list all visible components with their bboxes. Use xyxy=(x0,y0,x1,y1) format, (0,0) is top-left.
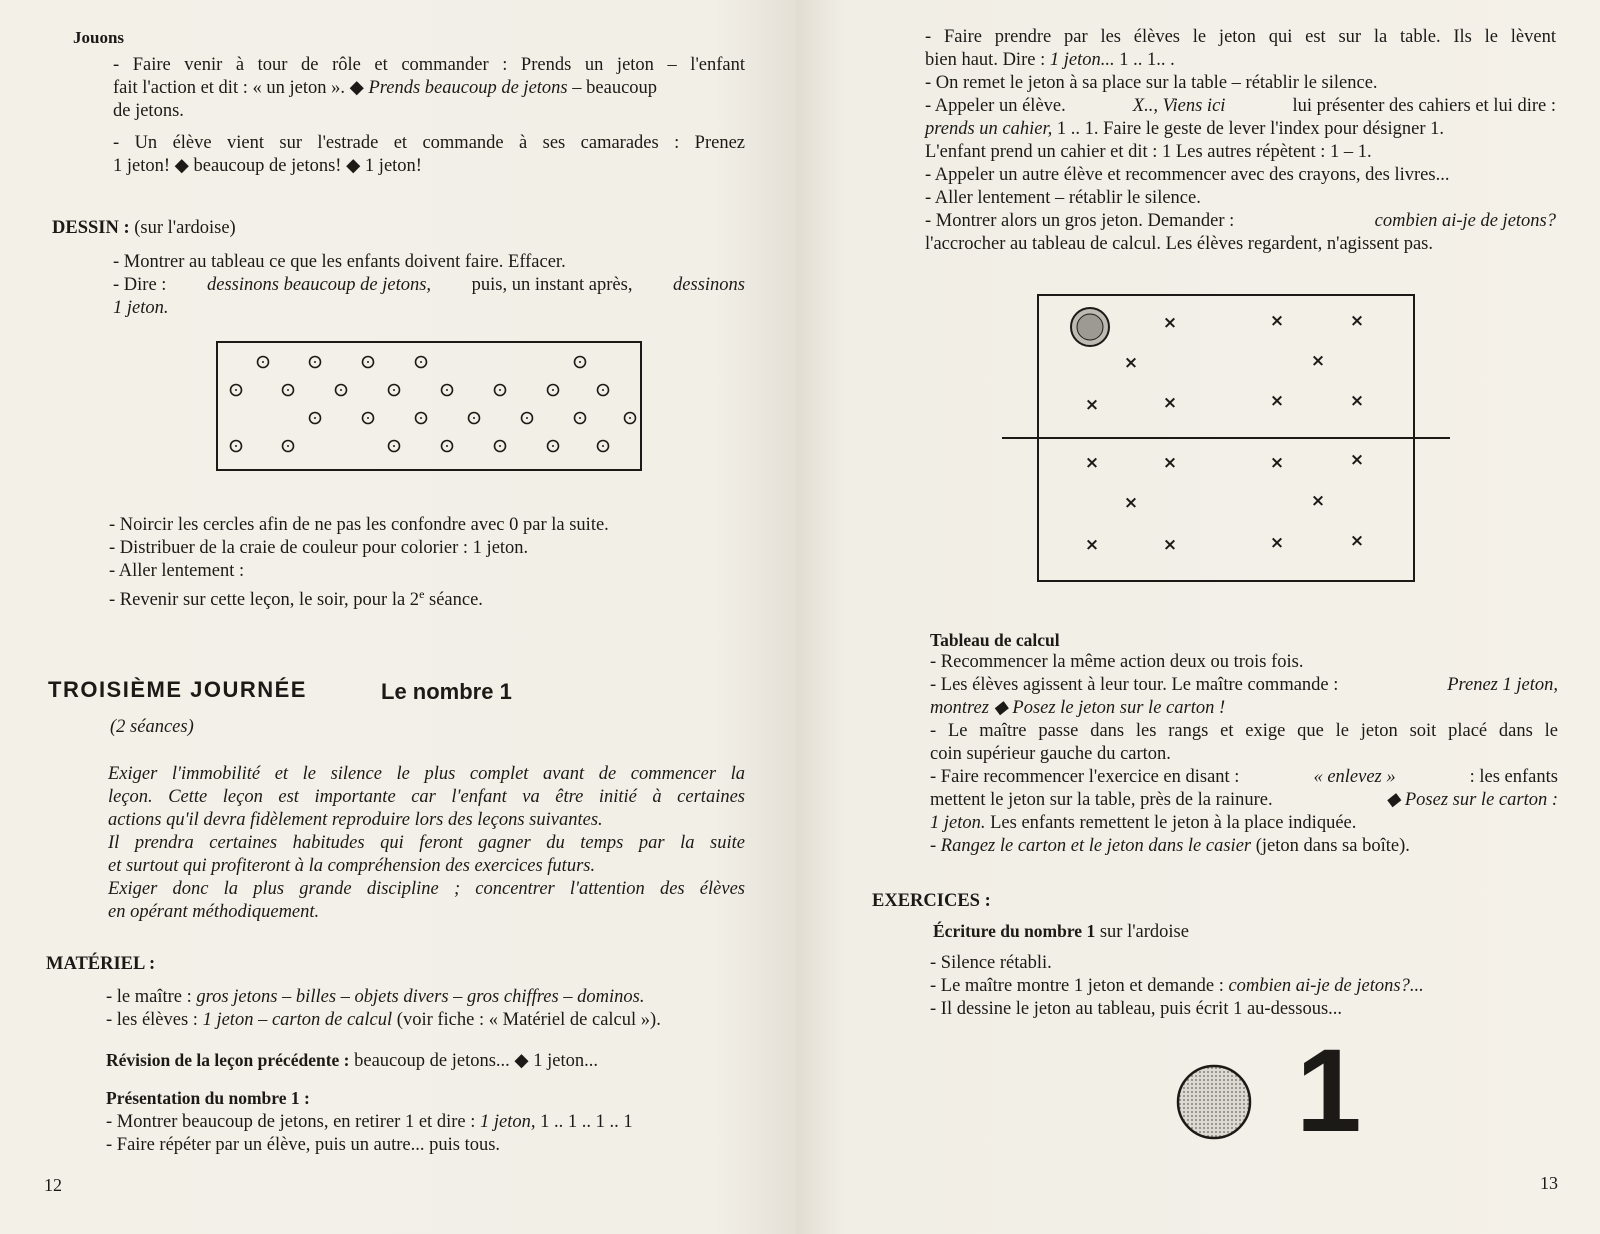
right-top-l9-text: - Montrer alors un gros jeton. Demander : xyxy=(925,211,1235,231)
revision-line xyxy=(106,1049,598,1073)
presentation-heading: Présentation du nombre 1 : xyxy=(106,1088,310,1108)
cross-mark: × xyxy=(1162,453,1178,473)
big-numeral-one: 1 xyxy=(1296,1025,1362,1157)
jeton-circle-dot xyxy=(473,417,475,419)
after-item4-end: séance. xyxy=(424,590,483,611)
right-top-l5-italic: prends un cahier, xyxy=(925,119,1053,139)
right-top-l4 xyxy=(925,95,1556,118)
maitre-label: - le maître : xyxy=(106,987,192,1007)
jeton-circle-dot xyxy=(552,389,554,391)
exercices-l2-text: - Le maître montre 1 jeton et demande : xyxy=(930,976,1224,996)
jetons-frame xyxy=(217,342,641,470)
after-item3: - Aller lentement : xyxy=(109,561,245,581)
presentation-item1 xyxy=(106,1111,756,1134)
cross-mark: × xyxy=(1310,351,1326,371)
right-top-l2-text: bien haut. Dire : xyxy=(925,50,1046,70)
presentation-item1-end: 1 .. 1 .. 1 .. 1 xyxy=(540,1112,633,1132)
jouons-item1-line1: - Faire venir à tour de rôle et commander : Prends un jeton – l'enfant xyxy=(113,55,745,75)
materiel-maitre xyxy=(106,986,746,1009)
materiel-heading: MATÉRIEL : xyxy=(46,954,156,974)
jeton-circle-dot xyxy=(340,389,342,391)
dessin-item2-line1 xyxy=(113,274,745,297)
tableau-l7 xyxy=(930,789,1558,812)
tableau-l8-italic: 1 jeton. xyxy=(930,813,986,833)
tableau-l8 xyxy=(930,812,1558,835)
cross-mark: × xyxy=(1269,311,1285,331)
after-figure-list xyxy=(109,514,749,612)
dessin-item1: - Montrer au tableau ce que les enfants doivent faire. Effacer. xyxy=(113,252,566,272)
jeton-circle-dot xyxy=(602,389,604,391)
cross-mark: × xyxy=(1269,533,1285,553)
cross-mark: × xyxy=(1349,391,1365,411)
jeton-circle-dot xyxy=(287,445,289,447)
after-item1: - Noircir les cercles afin de ne pas les confondre avec 0 par la suite. xyxy=(109,515,609,535)
page-number-right: 13 xyxy=(1540,1173,1558,1193)
eleves-items: 1 jeton – carton de calcul xyxy=(202,1010,393,1030)
dessin-heading-row xyxy=(52,217,236,240)
cross-mark: × xyxy=(1269,391,1285,411)
circle-grid xyxy=(231,357,636,452)
cross-mark: × xyxy=(1123,353,1139,373)
exercices-sub-bold: Écriture du nombre 1 xyxy=(933,921,1096,941)
tableau-l3: montrez ◆ Posez le jeton sur le carton ! xyxy=(930,698,1226,718)
after-item4-text: - Revenir sur cette leçon, le soir, pour la 2 xyxy=(109,590,420,611)
tableau-l7-text: mettent le jeton sur la table, près de la rainure. xyxy=(930,790,1273,810)
cross-mark: × xyxy=(1349,531,1365,551)
right-top-l4-end: lui présenter des cahiers et lui dire : xyxy=(1292,96,1556,116)
right-top-l4-italic: X.., Viens ici xyxy=(1132,96,1226,116)
carton-figure xyxy=(1000,292,1452,584)
jeton-circle-dot xyxy=(446,445,448,447)
exercices-l2 xyxy=(930,975,1558,998)
seances-note: (2 séances) xyxy=(110,717,194,737)
dessin-list xyxy=(113,251,745,320)
cross-mark: × xyxy=(1162,313,1178,333)
revision-text: beaucoup de jetons... ◆ 1 jeton... xyxy=(354,1051,599,1071)
right-top-l9 xyxy=(925,210,1556,233)
intro-line: actions qu'il devra fidèlement reproduire lors des leçons suivantes. xyxy=(108,810,603,830)
tableau-l6 xyxy=(930,766,1558,789)
jeton-circle-dot xyxy=(552,445,554,447)
right-top-l1: - Faire prendre par les élèves le jeton qui est sur la table. Ils le lèvent xyxy=(925,27,1556,47)
jeton-circle-dot xyxy=(579,361,581,363)
tableau-l9-italic: - Rangez le carton et le jeton dans le casier xyxy=(930,836,1252,856)
jeton-circle-dot xyxy=(499,445,501,447)
right-top-l3: - On remet le jeton à sa place sur la table – rétablir le silence. xyxy=(925,73,1378,93)
after-item4 xyxy=(109,583,749,612)
eleves-end: (voir fiche : « Matériel de calcul »). xyxy=(396,1010,661,1030)
right-top-l10: l'accrocher au tableau de calcul. Les élèves regardent, n'agissent pas. xyxy=(925,234,1433,254)
right-page xyxy=(796,0,1600,1234)
jeton-circle-dot xyxy=(420,361,422,363)
presentation-item1-italic: 1 jeton, xyxy=(479,1112,536,1132)
dessin-item2-italic1: dessinons beaucoup de jetons, xyxy=(207,275,432,295)
materiel-list xyxy=(106,986,746,1032)
tableau-l9-end: (jeton dans sa boîte). xyxy=(1255,836,1410,856)
right-top-l2-italic: 1 jeton... xyxy=(1049,50,1115,70)
dessin-item2-line2: 1 jeton. xyxy=(113,298,169,318)
diamond-icon: ◆ xyxy=(349,78,364,98)
jeton-circle-dot xyxy=(526,417,528,419)
jeton-circle-dot xyxy=(393,389,395,391)
intro-line: leçon. Cette leçon est importante car l'enfant va être initié à certaines xyxy=(108,787,745,807)
exercices-l3: - Il dessine le jeton au tableau, puis écrit 1 au-dessous... xyxy=(930,999,1343,1019)
jeton-circle-dot xyxy=(420,417,422,419)
right-top-l5-end: 1 .. 1. Faire le geste de lever l'index pour désigner 1. xyxy=(1056,119,1444,139)
cross-mark: × xyxy=(1162,393,1178,413)
jeton-circle-dot xyxy=(314,361,316,363)
right-top-l9-italic: combien ai-je de jetons? xyxy=(1374,211,1556,231)
cross-mark: × xyxy=(1123,493,1139,513)
cross-mark: × xyxy=(1162,535,1178,555)
jeton-circle-dot xyxy=(287,389,289,391)
presentation-list xyxy=(106,1111,756,1157)
jouons-item1-line2 xyxy=(113,77,745,100)
jouons-list xyxy=(113,54,745,178)
dessin-heading: DESSIN : xyxy=(52,218,130,238)
cross-mark: × xyxy=(1084,395,1100,415)
tableau-l5: coin supérieur gauche du carton. xyxy=(930,744,1171,764)
after-item2: - Distribuer de la craie de couleur pour colorier : 1 jeton. xyxy=(109,538,529,558)
cross-mark: × xyxy=(1310,491,1326,511)
tableau-l1: - Recommencer la même action deux ou trois fois. xyxy=(930,652,1304,672)
cross-mark: × xyxy=(1084,535,1100,555)
tableau-l2-text: - Les élèves agissent à leur tour. Le maître commande : xyxy=(930,675,1339,695)
jeton-drawing xyxy=(1174,1062,1254,1142)
dessin-item2-italic2: dessinons xyxy=(673,275,745,295)
exercices-subheading xyxy=(933,920,1189,944)
dessin-item2-mid: puis, un instant après, xyxy=(471,275,633,295)
right-top-l4-text: - Appeler un élève. xyxy=(925,96,1066,116)
presentation-item1-text: - Montrer beaucoup de jetons, en retirer 1 et dire : xyxy=(106,1112,476,1132)
jouons-item1-italic: Prends beaucoup de jetons xyxy=(368,78,568,98)
left-page xyxy=(0,0,796,1234)
big-jeton-inner xyxy=(1077,314,1103,340)
jeton-circle-dot xyxy=(629,417,631,419)
intro-line: et surtout qui profiteront à la compréhension des exercices futurs. xyxy=(108,856,596,876)
jouons-item2-line1: - Un élève vient sur l'estrade et commande à ses camarades : Prenez xyxy=(113,133,745,153)
jouons-item1-end: – beaucoup xyxy=(572,78,658,98)
presentation-item2: - Faire répéter par un élève, puis un autre... puis tous. xyxy=(106,1135,501,1155)
dessin-note: (sur l'ardoise) xyxy=(134,218,236,238)
cross-mark: × xyxy=(1349,450,1365,470)
exercices-list xyxy=(930,952,1558,1021)
intro-line: Exiger l'immobilité et le silence le plus complet avant de commencer la xyxy=(108,764,745,784)
materiel-eleves xyxy=(106,1009,746,1032)
intro-line: Exiger donc la plus grande discipline ; concentrer l'attention des élèves xyxy=(108,879,745,899)
jeton-circle-dot xyxy=(499,389,501,391)
maitre-items: gros jetons – billes – objets divers – gros chiffres – dominos. xyxy=(196,987,645,1007)
intro-line: Il prendra certaines habitudes qui feront gagner du temps par la suite xyxy=(108,833,745,853)
jeton-circle-dot xyxy=(235,445,237,447)
right-top-l8: - Aller lentement – rétablir le silence. xyxy=(925,188,1201,208)
jeton-circle-dot xyxy=(235,389,237,391)
jeton-circle-dot xyxy=(579,417,581,419)
intro-line: en opérant méthodiquement. xyxy=(108,902,320,922)
exercices-heading: EXERCICES : xyxy=(872,891,991,911)
jeton-circle-dot xyxy=(314,417,316,419)
exercices-sub-end: sur l'ardoise xyxy=(1099,922,1189,942)
tableau-l7-italic: ◆ Posez sur le carton : xyxy=(1386,790,1558,810)
right-top-l2-end: 1 .. 1.. . xyxy=(1119,50,1175,70)
tableau-l4: - Le maître passe dans les rangs et exige que le jeton soit placé dans le xyxy=(930,721,1558,741)
right-top-l5 xyxy=(925,118,1556,141)
jeton-circle-dot xyxy=(367,417,369,419)
tableau-l6-italic: « enlevez » xyxy=(1313,767,1396,787)
tableau-l2-italic: Prenez 1 jeton, xyxy=(1447,675,1558,695)
stippled-jeton xyxy=(1178,1066,1250,1138)
page-number-left: 12 xyxy=(44,1175,62,1195)
tableau-l2 xyxy=(930,674,1558,697)
eleves-label: - les élèves : xyxy=(106,1010,198,1030)
right-top-l2 xyxy=(925,49,1556,72)
cross-mark: × xyxy=(1349,311,1365,331)
dessin-item2-prefix: - Dire : xyxy=(113,275,167,295)
exercices-l2-italic: combien ai-je de jetons?... xyxy=(1228,976,1424,996)
revision-label: Révision de la leçon précédente : xyxy=(106,1050,350,1070)
jeton-circle-dot xyxy=(393,445,395,447)
cross-mark: × xyxy=(1084,453,1100,473)
right-top-l6: L'enfant prend un cahier et dit : 1 Les autres répètent : 1 – 1. xyxy=(925,142,1372,162)
tableau-l6-end: : les enfants xyxy=(1469,767,1558,787)
jouons-item1-text: fait l'action et dit : « un jeton ». xyxy=(113,78,345,98)
after-item4-sup: e xyxy=(419,587,425,601)
tableau-l6-text: - Faire recommencer l'exercice en disant : xyxy=(930,767,1240,787)
jouons-item1-line3: de jetons. xyxy=(113,101,184,121)
jeton-circle-dot xyxy=(262,361,264,363)
cross-grid xyxy=(1085,311,1364,555)
jeton-circle-dot xyxy=(602,445,604,447)
cross-mark: × xyxy=(1269,453,1285,473)
tableau-list xyxy=(930,651,1558,858)
section-title: TROISIÈME JOURNÉE xyxy=(48,677,307,702)
intro-paragraph xyxy=(108,763,745,924)
jouons-heading: Jouons xyxy=(73,28,125,47)
tableau-l8-end: Les enfants remettent le jeton à la place indiquée. xyxy=(990,813,1357,833)
jetons-figure xyxy=(215,340,645,472)
tableau-heading: Tableau de calcul xyxy=(930,630,1060,650)
right-top-list xyxy=(925,26,1556,256)
tableau-l9 xyxy=(930,835,1558,858)
right-top-l7: - Appeler un autre élève et recommencer avec des crayons, des livres... xyxy=(925,165,1450,185)
jouons-item2-line2: 1 jeton! ◆ beaucoup de jetons! ◆ 1 jeton! xyxy=(113,156,422,176)
jeton-circle-dot xyxy=(446,389,448,391)
big-jeton-marker xyxy=(1071,308,1109,346)
jeton-circle-dot xyxy=(367,361,369,363)
exercices-l1: - Silence rétabli. xyxy=(930,953,1052,973)
section-subtitle: Le nombre 1 xyxy=(381,679,512,704)
